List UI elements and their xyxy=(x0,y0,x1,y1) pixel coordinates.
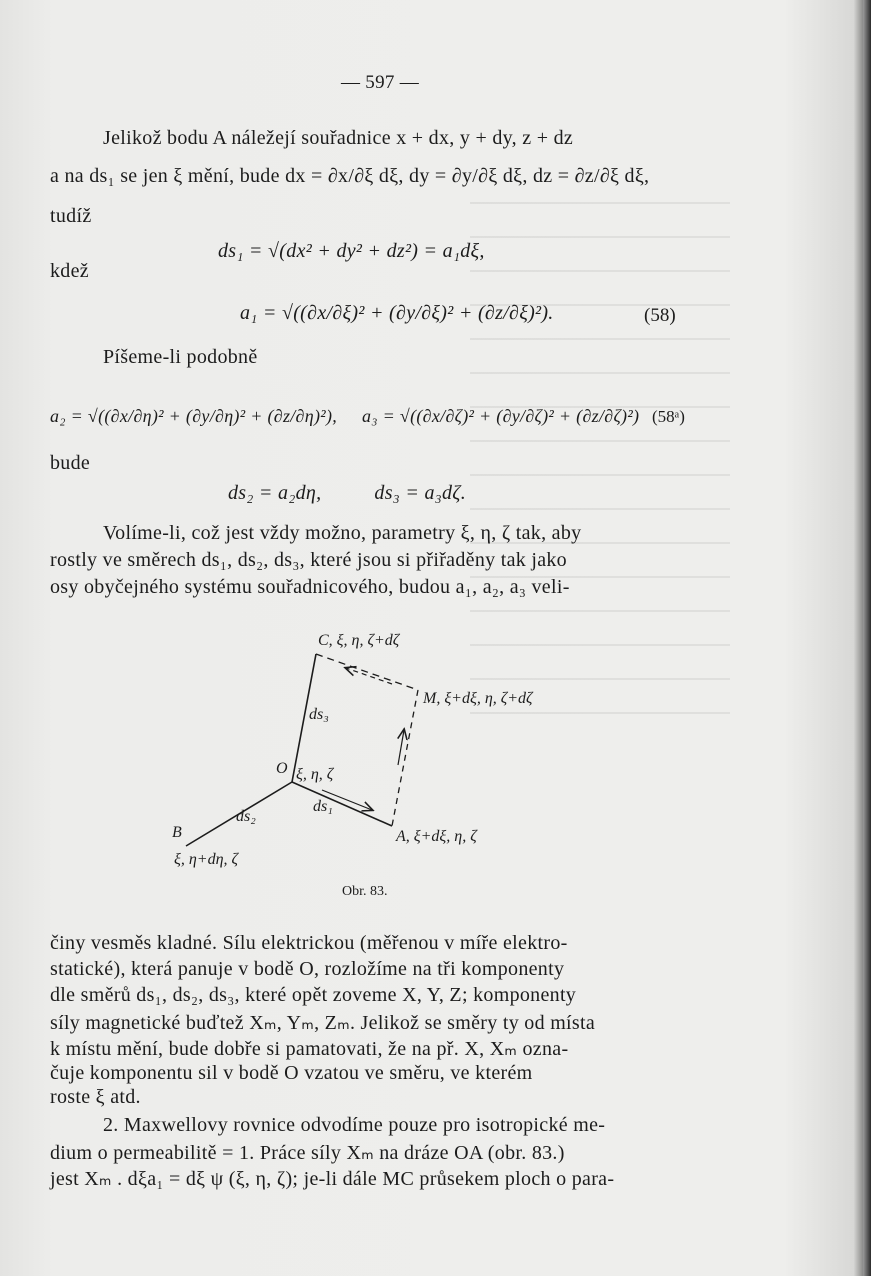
arrow-M-to-C xyxy=(346,668,392,684)
paragraph-2-line-3: dle směrů ds₁, ds₂, ds₃, které opět zoveme X, Y, Z; komponenty xyxy=(50,984,577,1006)
paragraph-2-line-5: k místu mění, bude dobře si pamatovati, že na př. X, Xₘ ozna- xyxy=(50,1038,569,1060)
paragraph-3-line-2: dium o permeabilitě = 1. Práce síly Xₘ na dráze OA (obr. 83.) xyxy=(50,1142,565,1164)
equation-ds2-ds3: ds₂ = a₂dη, ds₃ = a₃dζ. xyxy=(228,482,466,504)
figure-caption: Obr. 83. xyxy=(342,884,388,899)
paragraph-2-line-7: roste ξ atd. xyxy=(50,1086,141,1108)
figure-label-O: O xyxy=(276,760,288,777)
equation-58: a₁ = √((∂x/∂ξ)² + (∂y/∂ξ)² + (∂z/∂ξ)²). xyxy=(240,302,554,324)
text-line-5: Píšeme-li podobně xyxy=(103,346,258,368)
text-line-2: a na ds₁ se jen ξ mění, bude dx = ∂x/∂ξ dξ, dy = ∂y/∂ξ dξ, dz = ∂z/∂ξ dξ, xyxy=(50,165,650,187)
equation-58a-right: a₃ = √((∂x/∂ζ)² + (∂y/∂ζ)² + (∂z/∂ζ)²) xyxy=(362,406,640,426)
text-line-4: kdež xyxy=(50,260,89,282)
page-number: — 597 — xyxy=(340,72,420,93)
figure-label-B: B xyxy=(172,824,182,841)
paragraph-2-line-1: činy vesměs kladné. Sílu elektrickou (měřenou v míře elektro- xyxy=(50,932,568,954)
arrow-up-AM xyxy=(398,730,404,765)
figure-label-ds3: ds₃ xyxy=(309,706,329,723)
figure-label-M: M, ξ+dξ, η, ζ+dζ xyxy=(423,690,533,707)
figure-label-ds1: ds₁ xyxy=(313,798,333,815)
equation-58a-left: a₂ = √((∂x/∂η)² + (∂y/∂η)² + (∂z/∂η)²), xyxy=(50,406,338,426)
text-line-6: bude xyxy=(50,452,91,474)
paragraph-1-line-3: osy obyčejného systému souřadnicového, budou a₁, a₂, a₃ veli- xyxy=(50,576,570,598)
text-line-3: tudíž xyxy=(50,205,92,227)
paragraph-2-line-4: síly magnetické buďtež Xₘ, Yₘ, Zₘ. Jelikož se směry ty od místa xyxy=(50,1012,596,1034)
paragraph-3-line-3: jest Xₘ . dξa₁ = dξ ψ (ξ, η, ζ); je-li dále MC průsekem ploch o para- xyxy=(50,1168,615,1190)
equation-number-58a: (58ᵃ) xyxy=(652,407,685,426)
edge-O-A xyxy=(292,782,392,826)
equation-number-58: (58) xyxy=(644,305,676,326)
paragraph-1-line-2: rostly ve směrech ds₁, ds₂, ds₃, které jsou si přiřaděny tak jako xyxy=(50,549,567,571)
edge-M-A-dashed xyxy=(392,690,418,826)
paragraph-2-line-2: statické), která panuje v bodě O, rozložíme na tři komponenty xyxy=(50,958,565,980)
edge-C-M-dashed xyxy=(316,654,418,690)
figure-label-A: A, ξ+dξ, η, ζ xyxy=(396,828,477,845)
paragraph-3-line-1: 2. Maxwellovy rovnice odvodíme pouze pro isotropické me- xyxy=(103,1114,606,1136)
paragraph-1-line-1: Volíme-li, což jest vždy možno, parametry ξ, η, ζ tak, aby xyxy=(103,522,582,544)
text-line-1: Jelikož bodu A náležejí souřadnice x + dx, y + dy, z + dz xyxy=(103,127,574,149)
figure-label-ds2: ds₂ xyxy=(236,808,256,825)
figure-label-O-coords: ξ, η, ζ xyxy=(296,766,334,783)
equation-ds1: ds₁ = √(dx² + dy² + dz²) = a₁dξ, xyxy=(218,240,485,262)
figure-label-C: C, ξ, η, ζ+dζ xyxy=(318,632,400,649)
figure-label-B-coords: ξ, η+dη, ζ xyxy=(174,851,238,868)
paragraph-2-line-6: čuje komponentu sil v bodě O vzatou ve směru, ve kterém xyxy=(50,1062,533,1084)
